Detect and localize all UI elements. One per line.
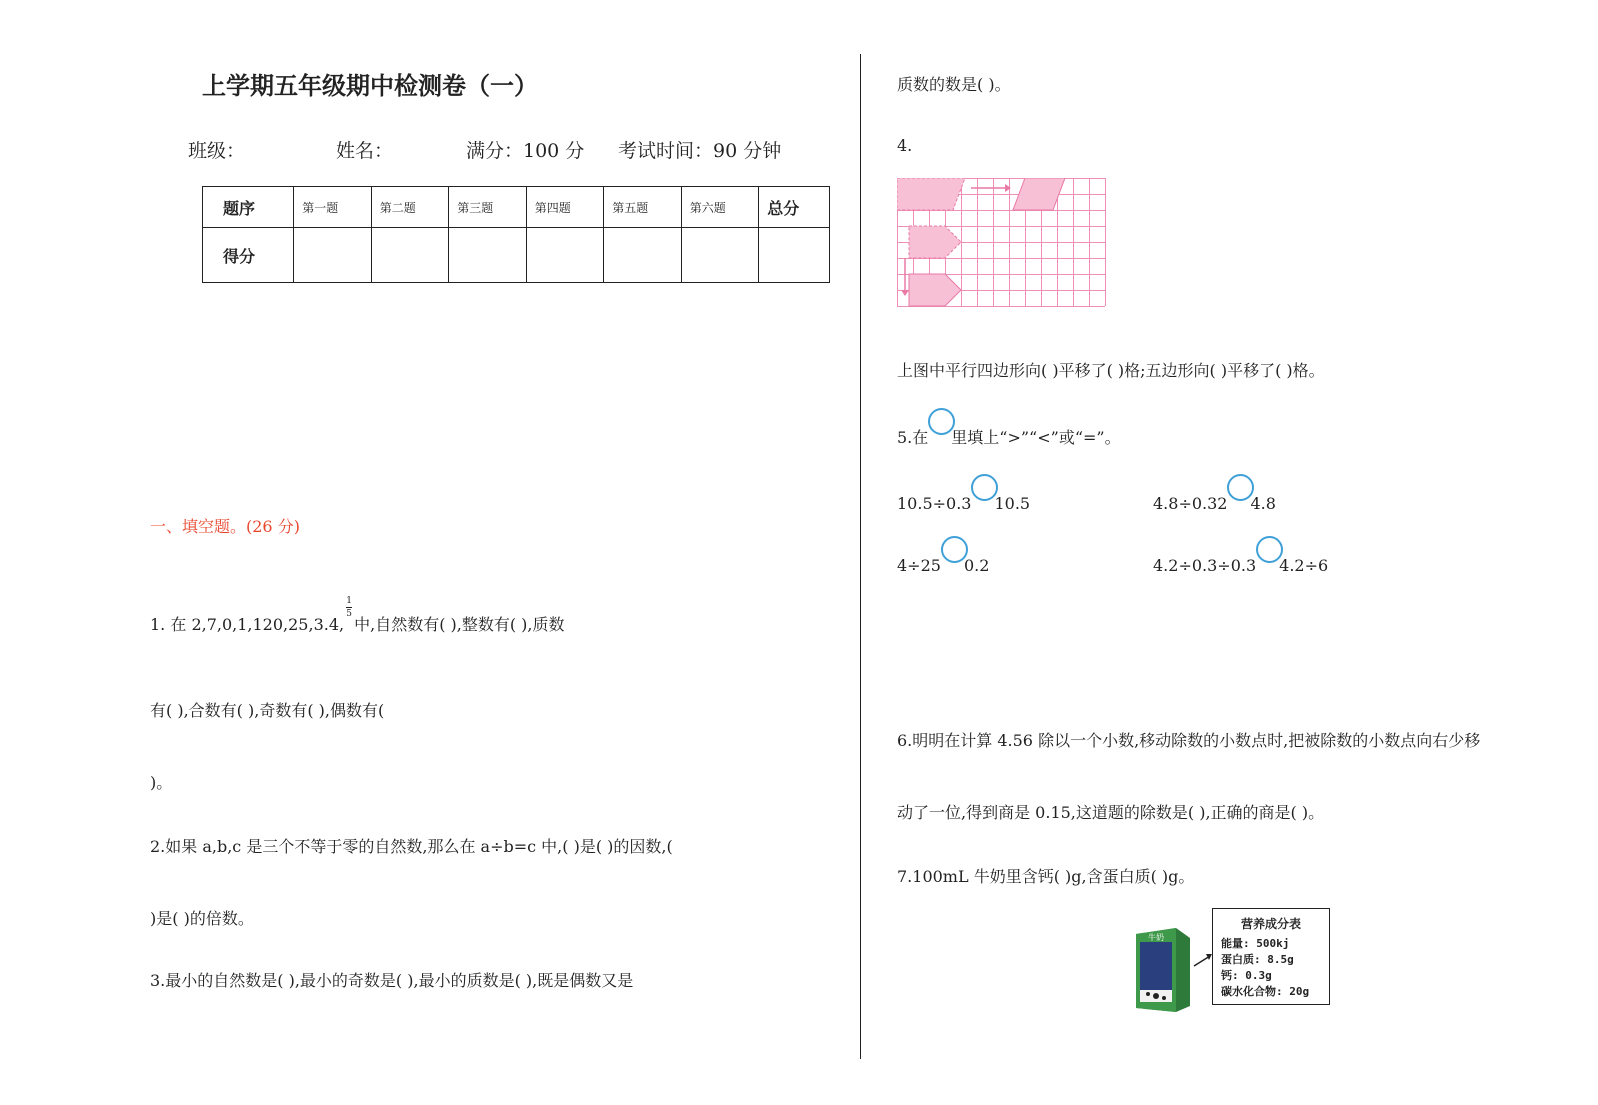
parallelogram-original: [897, 178, 965, 210]
q4-number: 4.: [897, 136, 913, 155]
q5-item-1: [897, 474, 1030, 513]
q1-line3: )。: [150, 773, 173, 792]
score-input-q2[interactable]: [371, 228, 449, 283]
score-cell-q4: 第四题: [526, 187, 604, 228]
q3-line1: 3.最小的自然数是( ),最小的奇数是( ),最小的质数是( ),既是偶数又是: [150, 971, 634, 990]
q5-item-2-right: 4.8: [1250, 494, 1276, 513]
score-input-q1[interactable]: [294, 228, 372, 283]
page-title: 上学期五年级期中检测卷（一）: [202, 71, 538, 100]
score-cell-q6: 第六题: [681, 187, 759, 228]
score-row-label: 得分: [203, 228, 294, 283]
score-table: [202, 186, 830, 283]
pentagon-original: [909, 226, 961, 258]
fraction-numerator: 1: [346, 596, 352, 606]
fraction-denominator: 5: [346, 609, 352, 619]
q5-item-4-right: 4.2÷6: [1279, 556, 1329, 575]
q2-line2: )是( )的倍数。: [150, 909, 254, 928]
q7-line1: 7.100mL 牛奶里含钙( )g,含蛋白质( )g。: [897, 867, 1195, 886]
q5-item-3-left: 4÷25: [897, 556, 941, 575]
score-input-total[interactable]: [759, 228, 830, 283]
q1-text-post: 中,自然数有( ),整数有( ),质数: [354, 615, 565, 634]
q1-text-pre: 1. 在 2,7,0,1,120,25,3.4,: [150, 615, 345, 634]
translation-grid-figure: [897, 178, 1113, 314]
q5-intro-post: 里填上“>”“<”或“=”。: [951, 428, 1121, 447]
nutrition-table: [1212, 908, 1330, 1005]
score-input-q5[interactable]: [604, 228, 682, 283]
score-cell-q5: 第五题: [604, 187, 682, 228]
class-label: 班级：: [188, 140, 246, 162]
score-cell-q2: 第二题: [371, 187, 449, 228]
nutrition-row: 能量: 500kj: [1221, 937, 1290, 950]
q5-intro: [897, 408, 1121, 448]
q5-intro-pre: 5.在: [897, 428, 929, 447]
q6-line2: 动了一位,得到商是 0.15,这道题的除数是( ),正确的商是( )。: [897, 803, 1325, 822]
q5-item-3: [897, 536, 989, 575]
q5-item-1-left: 10.5÷0.3: [897, 494, 972, 513]
fraction: [346, 596, 352, 619]
q3-line2: 质数的数是( )。: [897, 75, 1011, 94]
nutrition-row: 钙: 0.3g: [1221, 969, 1272, 982]
score-table-score-row: [203, 228, 830, 283]
q5-item-1-right: 10.5: [994, 494, 1031, 513]
column-divider: [860, 54, 861, 1059]
section-heading: 一、填空题。(26 分): [150, 517, 300, 536]
score-table-header-row: [203, 187, 830, 228]
q5-item-2: [1153, 474, 1276, 513]
pentagon-moved: [909, 274, 961, 306]
q1-line2: 有( ),合数有( ),奇数有( ),偶数有(: [150, 701, 385, 720]
score-cell-total: 总分: [759, 187, 830, 228]
q5-item-4-left: 4.2÷0.3÷0.3: [1153, 556, 1257, 575]
milk-carton-image: [1132, 920, 1212, 1012]
full-score: 满分：100 分: [466, 140, 585, 162]
exam-time: 考试时间：90 分钟: [618, 140, 782, 162]
nutrition-row: 蛋白质: 8.5g: [1221, 953, 1294, 966]
score-input-q6[interactable]: [681, 228, 759, 283]
nutrition-title: 营养成分表: [1240, 917, 1301, 931]
nutrition-row: 碳水化合物: 20g: [1221, 985, 1310, 998]
q6-line1: 6.明明在计算 4.56 除以一个小数,移动除数的小数点时,把被除数的小数点向右少移: [897, 731, 1481, 750]
q4-text: 上图中平行四边形向( )平移了( )格;五边形向( )平移了( )格。: [897, 361, 1325, 380]
score-cell-q1: 第一题: [294, 187, 372, 228]
name-label: 姓名：: [336, 140, 394, 162]
q5-item-4: [1153, 536, 1328, 575]
q2-line1: 2.如果 a,b,c 是三个不等于零的自然数,那么在 a÷b=c 中,( )是( )的因数,(: [150, 837, 673, 856]
score-cell-label: 题序: [203, 187, 294, 228]
q1-line1: [150, 596, 565, 635]
score-input-q3[interactable]: [449, 228, 527, 283]
q5-item-3-right: 0.2: [963, 556, 990, 575]
q5-item-2-left: 4.8÷0.32: [1153, 494, 1228, 513]
score-cell-q3: 第三题: [449, 187, 527, 228]
milk-label: 牛奶: [1148, 933, 1164, 942]
score-input-q4[interactable]: [526, 228, 604, 283]
